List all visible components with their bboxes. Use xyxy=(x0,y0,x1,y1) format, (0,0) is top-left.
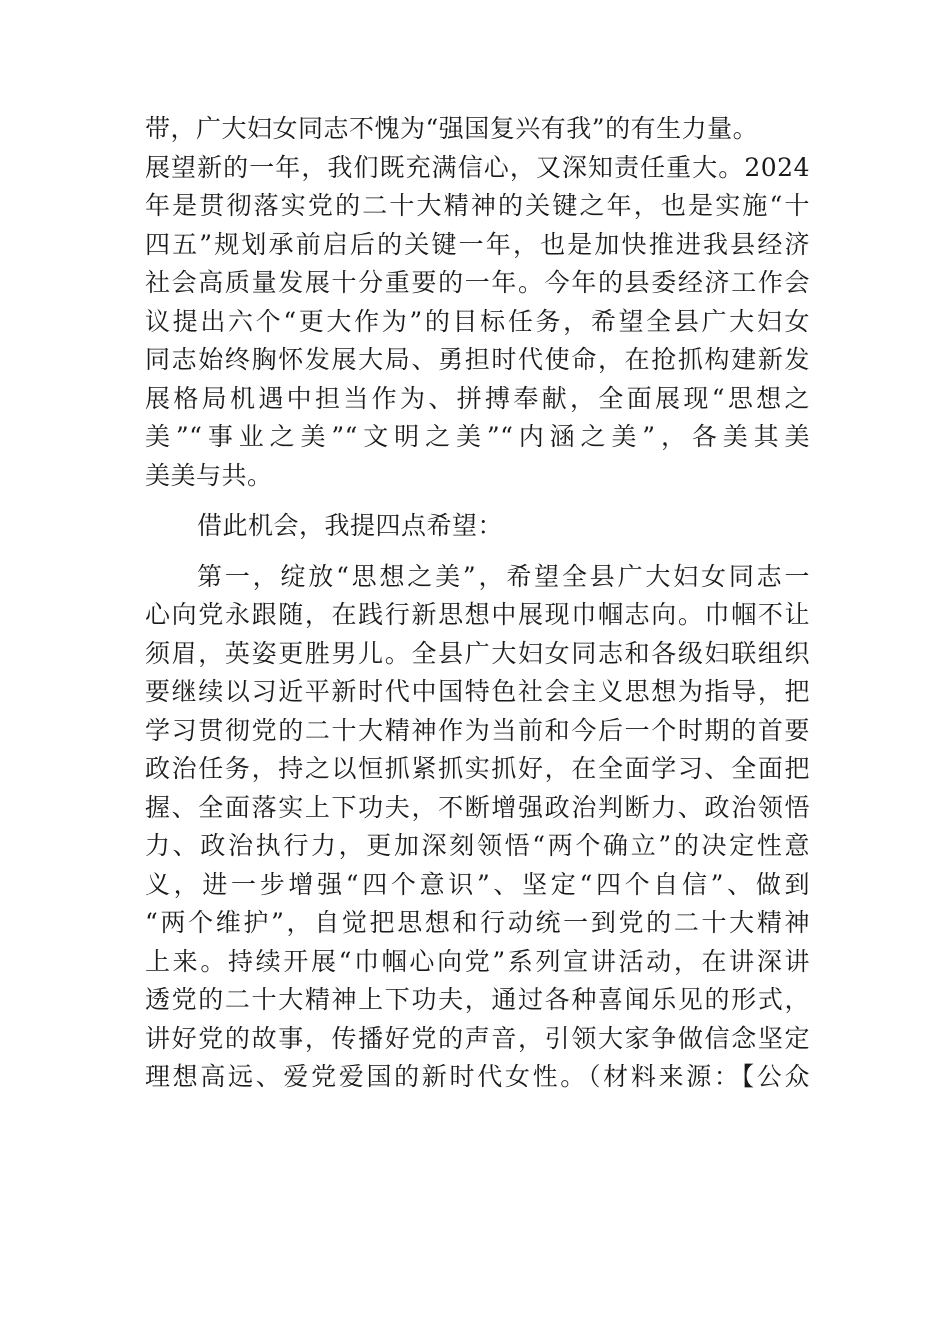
text-line: 美”“事业之美”“文明之美”“内涵之美”，各美其美 xyxy=(145,422,810,451)
text-line: 要继续以习近平新时代中国特色社会主义思想为指导，把 xyxy=(145,677,810,706)
text-line: “两个维护”，自觉把思想和行动统一到党的二十大精神 xyxy=(145,908,810,937)
text-line: 带，广大妇女同志不愧为“强国复兴有我”的有生力量。 xyxy=(145,114,759,143)
text-line: 美美与共。 xyxy=(145,460,273,490)
text-line: 心向党永跟随，在践行新思想中展现巾帼志向。巾帼不让 xyxy=(145,600,810,629)
document-body xyxy=(145,110,810,1097)
text-line: 第一，绽放“思想之美”，希望全县广大妇女同志一 xyxy=(197,561,810,591)
text-line: 展望新的一年，我们既充满信心，又深知责任重大。2024 xyxy=(145,152,810,182)
text-line: 力、政治执行力，更加深刻领悟“两个确立”的决定性意 xyxy=(145,831,810,860)
text-line: 年是贯彻落实党的二十大精神的关键之年，也是实施“十 xyxy=(145,191,810,220)
text-line: 议提出六个“更大作为”的目标任务，希望全县广大妇女 xyxy=(145,306,810,336)
text-line: 政治任务，持之以恒抓紧抓实抓好，在全面学习、全面把 xyxy=(145,754,810,783)
text-line: 四五”规划承前启后的关键一年，也是加快推进我县经济 xyxy=(145,229,810,259)
text-line: 义，进一步增强“四个意识”、坚定“四个自信”、做到 xyxy=(145,869,810,899)
text-line: 须眉，英姿更胜男儿。全县广大妇女同志和各级妇联组织 xyxy=(145,638,810,668)
text-line: 上来。持续开展“巾帼心向党”系列宣讲活动，在讲深讲 xyxy=(145,946,810,976)
paragraph-gap xyxy=(145,546,810,558)
paragraph-first-hope xyxy=(145,558,810,1097)
text-line: 讲好党的故事，传播好党的声音，引领大家争做信念坚定 xyxy=(145,1023,810,1053)
text-line: 展格局机遇中担当作为、拼搏奉献，全面展现“思想之 xyxy=(145,383,810,413)
text-line: 社会高质量发展十分重要的一年。今年的县委经济工作会 xyxy=(145,268,810,297)
text-line: 学习贯彻党的二十大精神作为当前和今后一个时期的首要 xyxy=(145,715,810,745)
text-line: 理想高远、爱党爱国的新时代女性。（材料来源：【公众 xyxy=(145,1062,810,1091)
text-line: 透党的二十大精神上下功夫，通过各种喜闻乐见的形式， xyxy=(145,985,810,1014)
paragraph-gap xyxy=(145,495,810,507)
paragraph-transition xyxy=(145,507,810,546)
text-line: 同志始终胸怀发展大局、勇担时代使命，在抢抓构建新发 xyxy=(145,345,810,374)
text-line: 握、全面落实上下功夫，不断增强政治判断力、政治领悟 xyxy=(145,792,810,822)
paragraph-intro xyxy=(145,110,810,495)
text-line: 借此机会，我提四点希望： xyxy=(197,511,504,540)
